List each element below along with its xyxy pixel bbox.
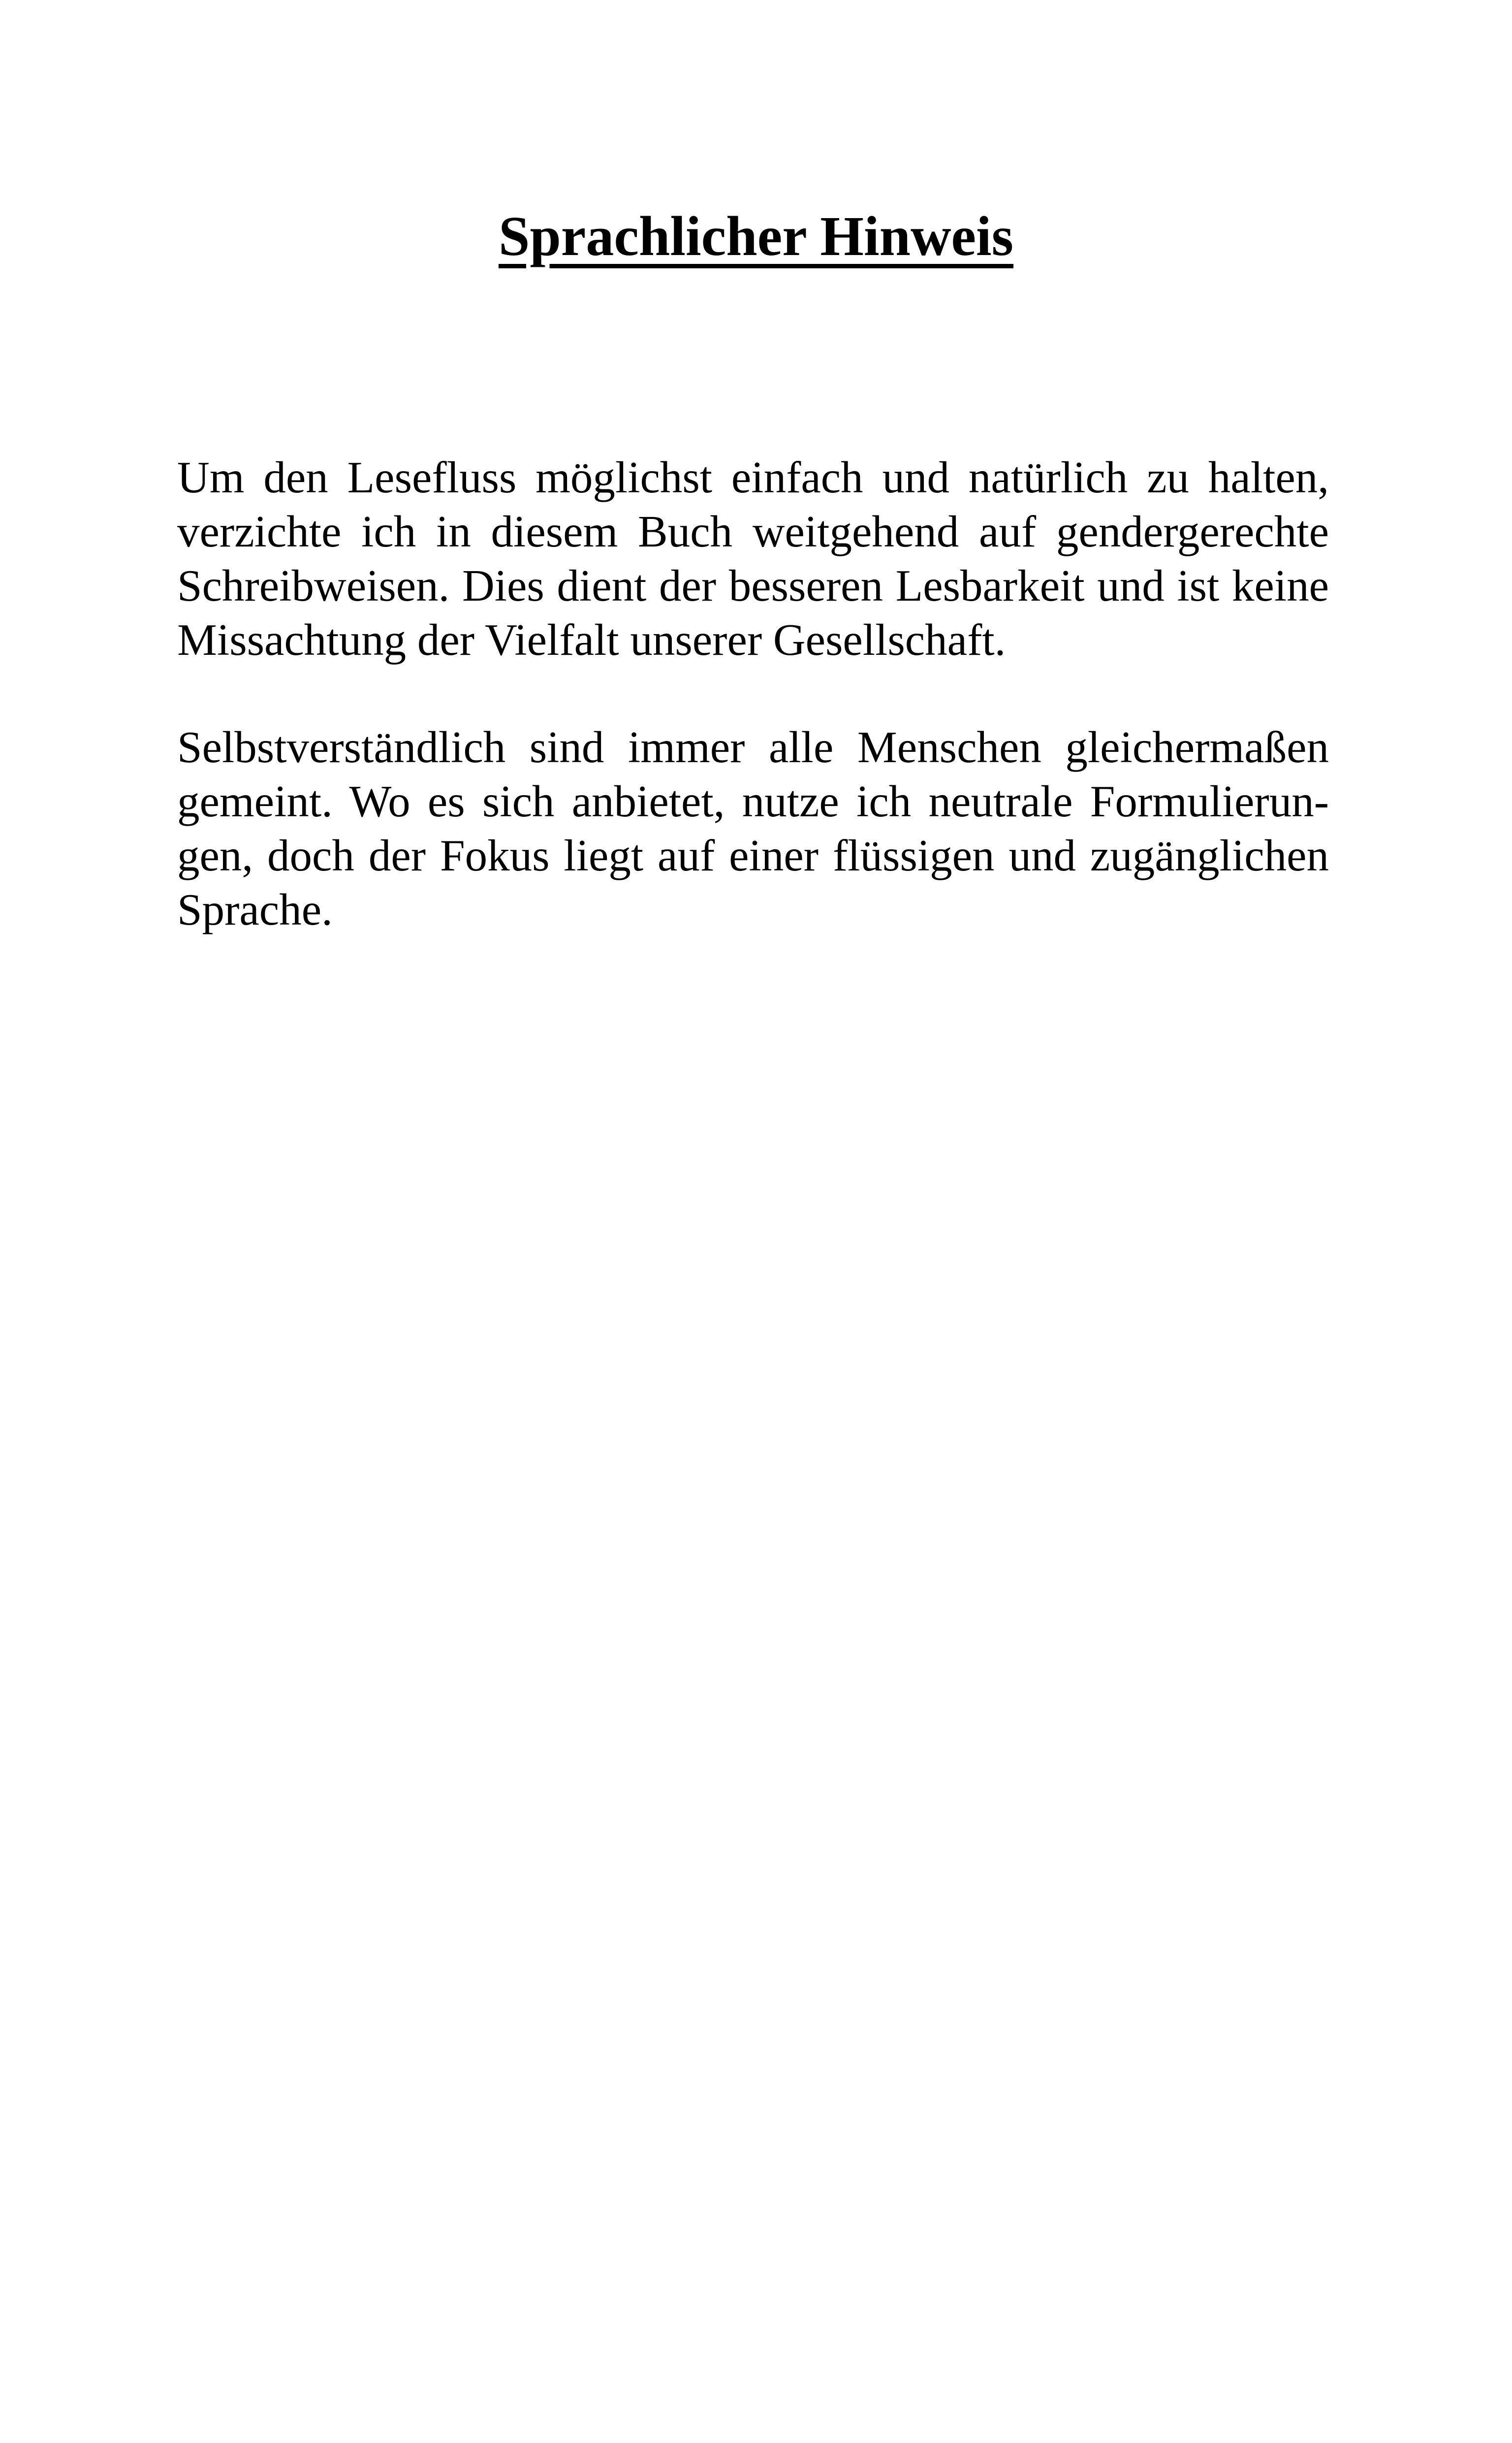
- paragraph-1-line-4: Missachtung der Vielfalt unserer Gesellschaft.: [177, 615, 1006, 665]
- paragraph-2-line-3: gen, doch der Fokus liegt auf einer flüssigen und zugänglichen: [177, 831, 1329, 880]
- page-title: Sprachlicher Hinweis: [498, 205, 1014, 267]
- paragraph-1-line-1: Um den Lesefluss möglichst einfach und natürlich zu halten,: [177, 452, 1329, 502]
- paragraph-1: [177, 450, 1329, 667]
- paragraph-2: [177, 720, 1329, 937]
- paragraph-1-line-3: Schreibweisen. Dies dient der besseren Lesbarkeit und ist keine: [177, 561, 1329, 611]
- paragraph-2-line-1: Selbstverständlich sind immer alle Menschen gleichermaßen: [177, 722, 1329, 772]
- paragraph-2-line-4: Sprache.: [177, 885, 333, 934]
- paragraph-2-line-2: gemeint. Wo es sich anbietet, nutze ich neutrale Formulierun-: [177, 776, 1329, 826]
- paragraph-1-line-2: verzichte ich in diesem Buch weitgehend auf gendergerechte: [177, 507, 1329, 556]
